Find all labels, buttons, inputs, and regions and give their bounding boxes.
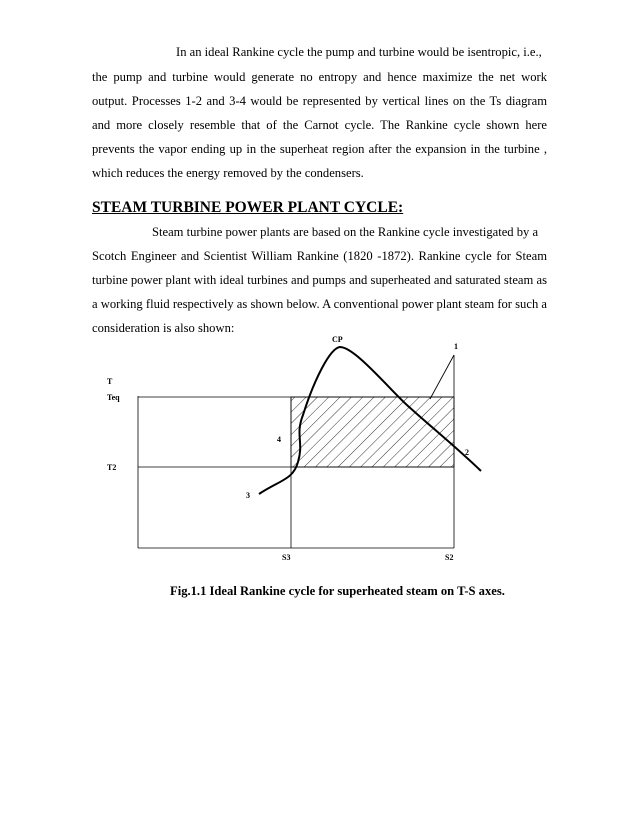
paragraph1-line-6: which reduces the energy removed by the condensers. bbox=[92, 166, 364, 180]
paragraph2-line-1: Steam turbine power plants are based on the Rankine cycle investigated by a bbox=[152, 225, 539, 239]
paragraph2-line-4: a working fluid respectively as shown below. A conventional power plant steam for such a bbox=[92, 297, 547, 311]
t2-label: T2 bbox=[107, 463, 117, 472]
paragraph2-line-2: Scotch Engineer and Scientist William Rankine (1820 -1872). Rankine cycle for Steam bbox=[92, 249, 547, 263]
paragraph1-line-1: In an ideal Rankine cycle the pump and turbine would be isentropic, i.e., bbox=[176, 45, 542, 59]
work-area bbox=[291, 397, 454, 467]
paragraph1-line-3: output. Processes 1-2 and 3-4 would be represented by vertical lines on the Ts diagram bbox=[92, 94, 547, 108]
process-line-1-2 bbox=[430, 355, 454, 399]
s2-label: S2 bbox=[445, 553, 454, 562]
section-heading: STEAM TURBINE POWER PLANT CYCLE: bbox=[92, 199, 404, 216]
paragraph1-line-2: the pump and turbine would generate no entropy and hence maximize the net work bbox=[92, 70, 547, 84]
point-1-label: 1 bbox=[454, 342, 458, 351]
point-3-label: 3 bbox=[246, 491, 250, 500]
point-2-label: 2 bbox=[465, 448, 469, 457]
y-axis-label: T bbox=[107, 377, 113, 386]
teq-label: Teq bbox=[107, 393, 120, 402]
figure-caption: Fig.1.1 Ideal Rankine cycle for superheated steam on T-S axes. bbox=[170, 584, 505, 598]
paragraph1-line-4: and more closely resemble that of the Carnot cycle. The Rankine cycle shown here bbox=[92, 118, 547, 132]
s3-label: S3 bbox=[282, 553, 291, 562]
critical-point-label: CP bbox=[332, 335, 343, 344]
ts-diagram bbox=[90, 330, 550, 570]
paragraph2-line-3: turbine power plant with ideal turbines and pumps and superheated and saturated steam as bbox=[92, 273, 547, 287]
paragraph1-line-5: prevents the vapor ending up in the superheat region after the expansion in the turbine , bbox=[92, 142, 547, 156]
paragraph2-line-5: consideration is also shown: bbox=[92, 321, 235, 335]
point-4-label: 4 bbox=[277, 435, 281, 444]
